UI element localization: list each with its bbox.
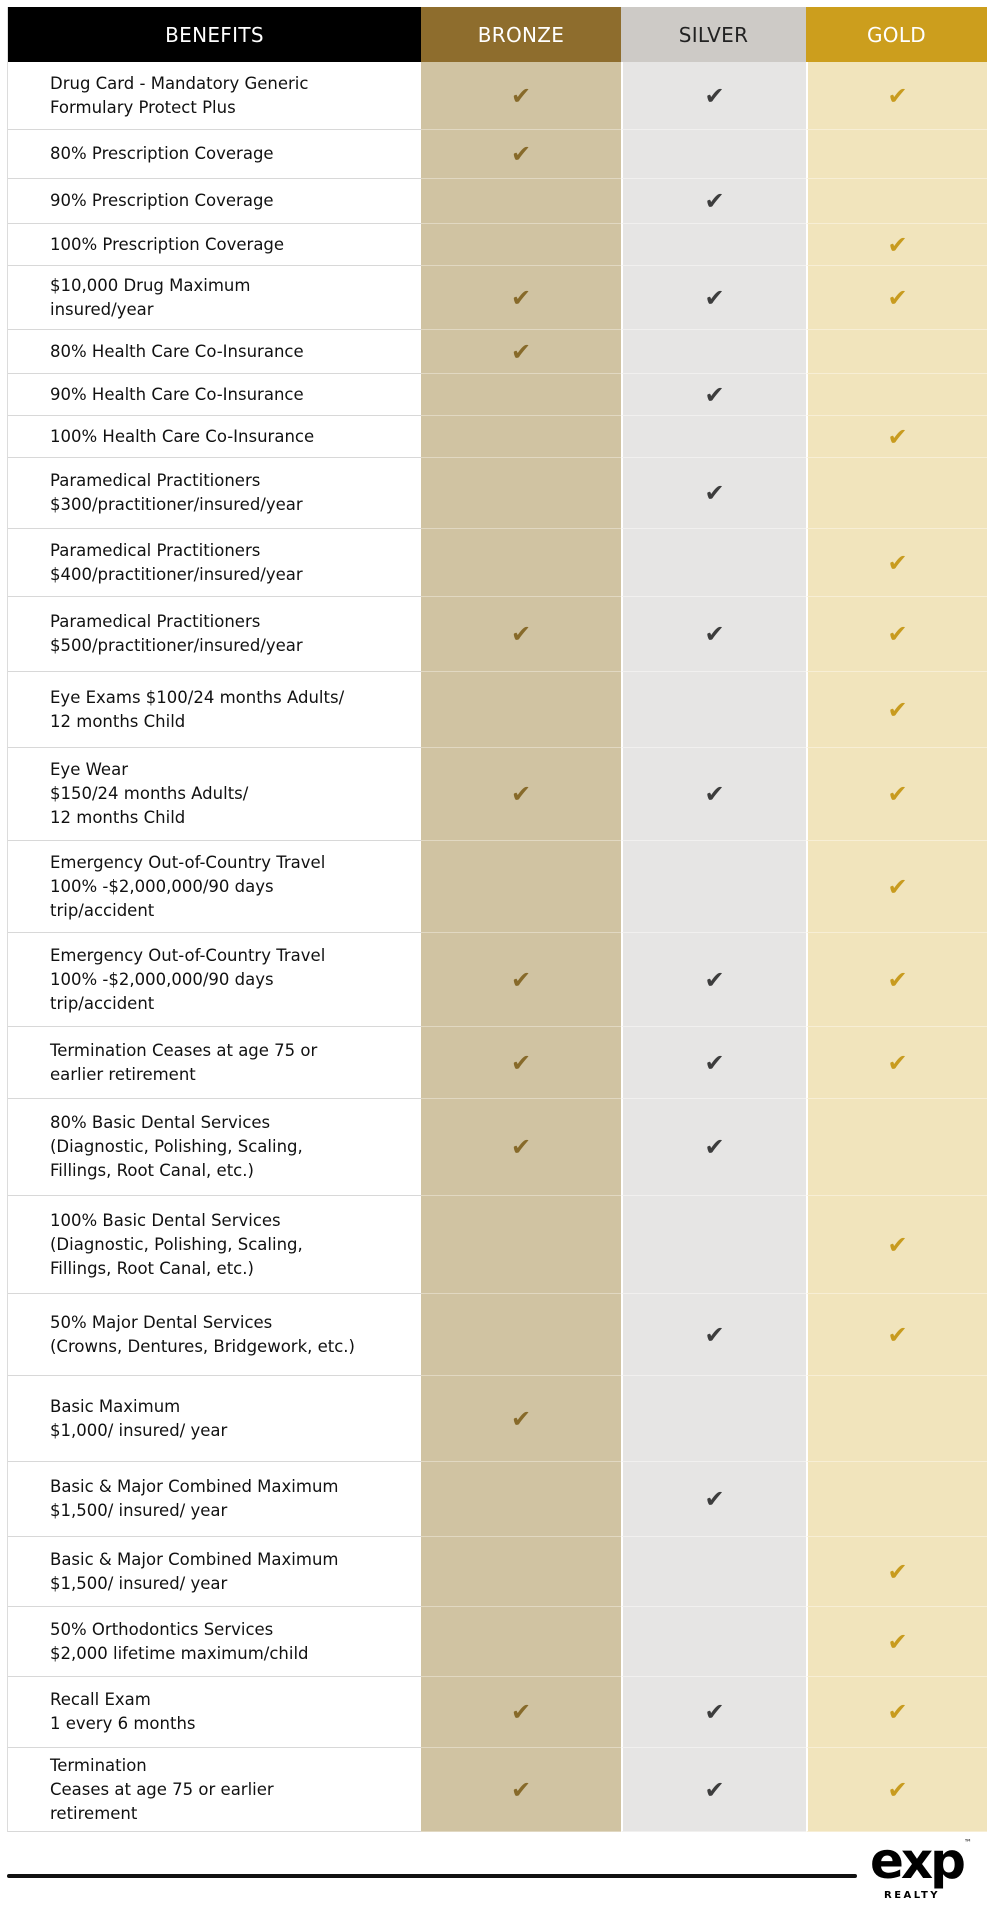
bronze-cell <box>421 1462 621 1537</box>
silver-cell <box>621 1748 806 1832</box>
bronze-cell <box>421 933 621 1027</box>
check-icon: ✔ <box>510 1698 532 1726</box>
logo-trademark: ™ <box>964 1838 972 1847</box>
bronze-cell <box>421 1376 621 1462</box>
table-row <box>8 933 987 1027</box>
gold-cell <box>806 1607 987 1677</box>
bronze-cell <box>421 330 621 374</box>
table-row <box>8 1537 987 1607</box>
check-icon: ✔ <box>887 1048 908 1077</box>
benefit-label: Eye Wear $150/24 months Adults/ 12 months Child <box>8 748 421 841</box>
benefit-label: Termination Ceases at age 75 or earlier retirement <box>8 1748 421 1832</box>
table-row <box>8 1294 987 1376</box>
header-benefits: BENEFITS <box>8 7 421 62</box>
benefit-label: 100% Prescription Coverage <box>8 224 421 266</box>
table-row <box>8 672 987 748</box>
table-header <box>8 7 987 62</box>
table-row <box>8 1376 987 1462</box>
check-icon: ✔ <box>887 1230 908 1259</box>
bronze-cell <box>421 672 621 748</box>
gold-cell <box>806 1027 987 1099</box>
silver-cell <box>621 597 806 672</box>
check-icon: ✔ <box>887 780 908 808</box>
bronze-cell <box>421 458 621 529</box>
gold-cell <box>806 458 987 529</box>
table-row <box>8 130 987 179</box>
bronze-cell <box>421 130 621 179</box>
check-icon: ✔ <box>704 380 725 409</box>
benefit-label: 50% Orthodontics Services $2,000 lifetime maximum/child <box>8 1607 421 1677</box>
check-icon: ✔ <box>887 1698 908 1726</box>
silver-cell <box>621 374 806 416</box>
header-gold: GOLD <box>806 7 987 62</box>
gold-cell <box>806 672 987 748</box>
gold-cell <box>806 266 987 330</box>
check-icon: ✔ <box>704 479 725 507</box>
benefit-label: Paramedical Practitioners $400/practitioner/insured/year <box>8 529 421 597</box>
check-icon: ✔ <box>887 422 908 451</box>
check-icon: ✔ <box>704 780 725 808</box>
gold-cell <box>806 597 987 672</box>
bronze-cell <box>421 1677 621 1748</box>
check-icon: ✔ <box>704 81 725 110</box>
gold-cell <box>806 130 987 179</box>
table-row <box>8 748 987 841</box>
bronze-cell <box>421 1099 621 1196</box>
check-icon: ✔ <box>510 620 532 648</box>
benefit-label: 50% Major Dental Services (Crowns, Dentures, Bridgework, etc.) <box>8 1294 421 1376</box>
benefit-label: 100% Health Care Co-Insurance <box>8 416 421 458</box>
benefit-label: 80% Basic Dental Services (Diagnostic, Polishing, Scaling, Fillings, Root Canal, etc.) <box>8 1099 421 1196</box>
table-row <box>8 266 987 330</box>
gold-cell <box>806 1748 987 1832</box>
check-icon: ✔ <box>510 1048 532 1077</box>
gold-cell <box>806 529 987 597</box>
table-row <box>8 458 987 529</box>
gold-cell <box>806 1294 987 1376</box>
footer-divider <box>7 1874 857 1878</box>
table-row <box>8 1196 987 1294</box>
check-icon: ✔ <box>887 1557 908 1586</box>
silver-cell <box>621 1677 806 1748</box>
exp-realty-logo <box>868 1832 980 1902</box>
benefit-label: 100% Basic Dental Services (Diagnostic, Polishing, Scaling, Fillings, Root Canal, etc.) <box>8 1196 421 1294</box>
gold-cell <box>806 1376 987 1462</box>
bronze-cell <box>421 1748 621 1832</box>
benefit-label: Termination Ceases at age 75 or earlier retirement <box>8 1027 421 1099</box>
table-row <box>8 841 987 933</box>
logo-subtitle: REALTY <box>884 1890 941 1901</box>
gold-cell <box>806 224 987 266</box>
silver-cell <box>621 933 806 1027</box>
benefit-label: Paramedical Practitioners $300/practitioner/insured/year <box>8 458 421 529</box>
check-icon: ✔ <box>704 1775 725 1804</box>
logo-wordmark: exp <box>870 1832 963 1890</box>
bronze-cell <box>421 529 621 597</box>
check-icon: ✔ <box>887 548 908 577</box>
benefit-label: 90% Prescription Coverage <box>8 179 421 224</box>
silver-cell <box>621 1607 806 1677</box>
check-icon: ✔ <box>704 1485 725 1513</box>
gold-cell <box>806 1462 987 1537</box>
bronze-cell <box>421 374 621 416</box>
silver-cell <box>621 1294 806 1376</box>
gold-cell <box>806 330 987 374</box>
check-icon: ✔ <box>887 695 908 724</box>
benefit-label: Basic & Major Combined Maximum $1,500/ insured/ year <box>8 1462 421 1537</box>
bronze-cell <box>421 416 621 458</box>
table-row <box>8 416 987 458</box>
check-icon: ✔ <box>510 81 532 110</box>
gold-cell <box>806 374 987 416</box>
benefit-label: Emergency Out-of-Country Travel 100% -$2,000,000/90 days trip/accident <box>8 933 421 1027</box>
silver-cell <box>621 1196 806 1294</box>
check-icon: ✔ <box>510 283 532 312</box>
check-icon: ✔ <box>510 1133 532 1161</box>
table-row <box>8 374 987 416</box>
gold-cell <box>806 62 987 130</box>
check-icon: ✔ <box>887 620 908 648</box>
check-icon: ✔ <box>887 81 908 110</box>
gold-cell <box>806 1537 987 1607</box>
table-row <box>8 224 987 266</box>
benefit-label: Recall Exam 1 every 6 months <box>8 1677 421 1748</box>
silver-cell <box>621 1462 806 1537</box>
benefit-label: Paramedical Practitioners $500/practitioner/insured/year <box>8 597 421 672</box>
benefit-label: 80% Prescription Coverage <box>8 130 421 179</box>
table-body <box>8 62 987 1832</box>
silver-cell <box>621 330 806 374</box>
silver-cell <box>621 1537 806 1607</box>
bronze-cell <box>421 1537 621 1607</box>
header-silver: SILVER <box>621 7 806 62</box>
bronze-cell <box>421 1196 621 1294</box>
bronze-cell <box>421 841 621 933</box>
silver-cell <box>621 130 806 179</box>
bronze-cell <box>421 748 621 841</box>
check-icon: ✔ <box>887 1627 908 1656</box>
check-icon: ✔ <box>704 1698 725 1726</box>
bronze-cell <box>421 1027 621 1099</box>
bronze-cell <box>421 224 621 266</box>
bronze-cell <box>421 1607 621 1677</box>
silver-cell <box>621 1099 806 1196</box>
gold-cell <box>806 748 987 841</box>
benefits-comparison-table <box>7 7 987 1832</box>
benefit-label: Emergency Out-of-Country Travel 100% -$2,000,000/90 days trip/accident <box>8 841 421 933</box>
check-icon: ✔ <box>510 965 532 994</box>
silver-cell <box>621 672 806 748</box>
silver-cell <box>621 416 806 458</box>
check-icon: ✔ <box>704 620 725 648</box>
benefit-label: Drug Card - Mandatory Generic Formulary Protect Plus <box>8 62 421 130</box>
check-icon: ✔ <box>510 780 532 808</box>
gold-cell <box>806 179 987 224</box>
silver-cell <box>621 529 806 597</box>
table-row <box>8 179 987 224</box>
silver-cell <box>621 748 806 841</box>
gold-cell <box>806 1196 987 1294</box>
bronze-cell <box>421 266 621 330</box>
bronze-cell <box>421 179 621 224</box>
check-icon: ✔ <box>887 1775 908 1804</box>
silver-cell <box>621 179 806 224</box>
gold-cell <box>806 841 987 933</box>
check-icon: ✔ <box>887 872 908 901</box>
check-icon: ✔ <box>510 140 532 168</box>
table-row <box>8 1027 987 1099</box>
table-row <box>8 529 987 597</box>
gold-cell <box>806 933 987 1027</box>
table-row <box>8 330 987 374</box>
silver-cell <box>621 62 806 130</box>
bronze-cell <box>421 62 621 130</box>
table-row <box>8 1677 987 1748</box>
silver-cell <box>621 1027 806 1099</box>
check-icon: ✔ <box>704 1133 725 1161</box>
bronze-cell <box>421 1294 621 1376</box>
check-icon: ✔ <box>704 1320 725 1349</box>
silver-cell <box>621 841 806 933</box>
benefit-label: Eye Exams $100/24 months Adults/ 12 months Child <box>8 672 421 748</box>
table-row <box>8 1099 987 1196</box>
check-icon: ✔ <box>704 283 725 312</box>
table-row <box>8 597 987 672</box>
check-icon: ✔ <box>887 230 908 259</box>
check-icon: ✔ <box>510 1775 532 1804</box>
table-row <box>8 1462 987 1537</box>
check-icon: ✔ <box>510 1404 532 1433</box>
check-icon: ✔ <box>887 965 908 994</box>
check-icon: ✔ <box>887 283 908 312</box>
check-icon: ✔ <box>704 965 725 994</box>
check-icon: ✔ <box>704 1048 725 1077</box>
table-row <box>8 62 987 130</box>
silver-cell <box>621 224 806 266</box>
silver-cell <box>621 1376 806 1462</box>
gold-cell <box>806 1677 987 1748</box>
bronze-cell <box>421 597 621 672</box>
benefit-label: Basic & Major Combined Maximum $1,500/ insured/ year <box>8 1537 421 1607</box>
table-row <box>8 1607 987 1677</box>
benefit-label: $10,000 Drug Maximum insured/year <box>8 266 421 330</box>
benefit-label: Basic Maximum $1,000/ insured/ year <box>8 1376 421 1462</box>
check-icon: ✔ <box>704 187 725 215</box>
silver-cell <box>621 266 806 330</box>
check-icon: ✔ <box>510 337 532 366</box>
gold-cell <box>806 416 987 458</box>
check-icon: ✔ <box>887 1320 908 1349</box>
benefit-label: 90% Health Care Co-Insurance <box>8 374 421 416</box>
silver-cell <box>621 458 806 529</box>
gold-cell <box>806 1099 987 1196</box>
table-row <box>8 1748 987 1832</box>
benefit-label: 80% Health Care Co-Insurance <box>8 330 421 374</box>
header-bronze: BRONZE <box>421 7 621 62</box>
